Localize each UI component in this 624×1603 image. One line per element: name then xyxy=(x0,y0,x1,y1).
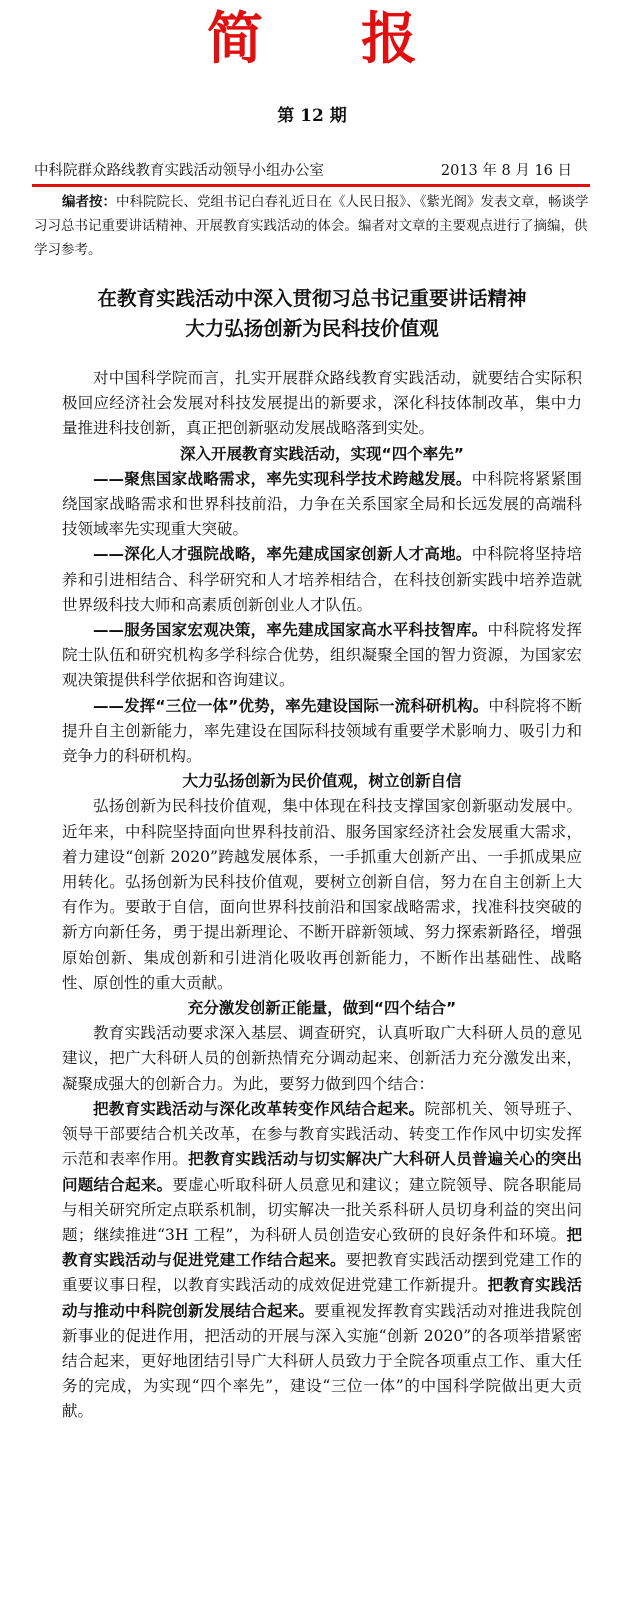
point-text: 要虚心听取科研人员意见和建议；建立院领导、院各职能局与相关研究所定点联系机制，切实解决一批关系科研人员切身利益的突出问题；继续推进“3H 工程”，为科研人员创造安心致研的良好条件和环境。 xyxy=(62,1175,582,1244)
headline-line-2: 大力弘扬创新为民科技价值观 xyxy=(185,317,439,340)
editor-note xyxy=(34,190,590,262)
item-lead: ——服务国家宏观决策，率先建成国家高水平科技智库。 xyxy=(93,621,488,640)
issue-date: 2013 年 8 月 16 日 xyxy=(440,163,572,179)
section2-paragraph: 弘扬创新为民科技价值观，集中体现在科技支撑国家创新驱动发展中。近年来，中科院坚持面向世界科技前沿、服务国家经济社会发展重大需求，着力建设“创新 2020”跨越发展体系，一手抓重大创新产出、一手抓成果应用转化。弘扬创新为民科技价值观，要树立创新自信，努力在自主创新上大有作为。要敢于自信，面向世界科技前沿和国家战略需求，找准科技突破的新方向新任务，勇于提出新理论、不断开辟新领域、努力探索新路径，增强原始创新、集成创新和引进消化吸收再创新能力，不断作出基础性、战略性、原创性的重大贡献。 xyxy=(62,797,582,992)
masthead-char-1: 简 xyxy=(207,7,263,72)
item-text: 中科院将坚持培养和引进相结合、科学研究和人才培养相结合，在科技创新实践中培养造就世界级科技大师和高素质创新创业人才队伍。 xyxy=(62,545,582,614)
red-divider xyxy=(32,184,590,187)
issue-number: 第 12 期 xyxy=(277,106,347,126)
intro-paragraph: 对中国科学院而言，扎实开展群众路线教育实践活动，就要结合实际积极回应经济社会发展对科技发展提出的新要求，深化科技体制改革，集中力量推进科技创新，真正把创新驱动发展战略落到实处。 xyxy=(62,369,582,438)
header-line xyxy=(34,160,590,182)
section3-points xyxy=(62,1097,582,1425)
headline-line-1: 在教育实践活动中深入贯彻习总书记重要讲话精神 xyxy=(97,287,527,310)
item-lead: ——发挥“三位一体”优势，率先建设国际一流科研机构。 xyxy=(93,696,489,715)
point-text: 要重视发挥教育实践活动对推进我院创新事业的促进作用，把活动的开展与深入实施“创新 2020”的各项举措紧密结合起来，更好地团结引导广大科研人员致力于全院各项重点工作、重大任务的完成，为实现“四个率先”，建设“三位一体”的中国科学院做出更大贡献。 xyxy=(62,1301,582,1421)
item-lead: ——深化人才强院战略，率先建成国家创新人才高地。 xyxy=(93,545,472,564)
section1-item-2 xyxy=(62,542,582,618)
point-lead: 把教育实践活动与推动中科院创新发展结合起来。 xyxy=(62,1276,582,1320)
editor-note-label: 编者按： xyxy=(62,194,116,210)
section1-item-3 xyxy=(62,618,582,694)
point-text: 要把教育实践活动摆到党建工作的重要议事日程，以教育实践活动的成效促进党建工作新提升。 xyxy=(62,1251,582,1295)
article-body xyxy=(62,366,582,1425)
item-lead: ——聚焦国家战略需求，率先实现科学技术跨越发展。 xyxy=(93,469,472,488)
point-lead: 把教育实践活动与深化改革转变作风结合起来。 xyxy=(93,1099,425,1118)
item-text: 中科院将不断提升自主创新能力，率先建设在国际科技领域有重要学术影响力、吸引力和竞争力的科研机构。 xyxy=(62,696,582,766)
article-headline xyxy=(0,284,624,344)
section-heading-3: 充分激发创新正能量，做到“四个结合” xyxy=(187,999,457,1018)
section-heading-2: 大力弘扬创新为民价值观，树立创新自信 xyxy=(182,772,462,791)
section3-intro: 教育实践活动要求深入基层、调查研究，认真听取广大科研人员的意见建议，把广大科研人员的创新热情充分调动起来、创新活力充分激发出来，凝聚成强大的创新合力。为此，要努力做到四个结合： xyxy=(62,1024,582,1093)
issuing-office: 中科院群众路线教育实践活动领导小组办公室 xyxy=(34,163,324,179)
item-text: 中科院将紧紧围绕国家战略需求和世界科技前沿，力争在关系国家全局和长远发展的高端科技领域率先实现重大突破。 xyxy=(62,469,582,539)
section-heading-1: 深入开展教育实践活动，实现“四个率先” xyxy=(180,444,464,463)
item-text: 中科院将发挥院士队伍和研究机构多学科综合优势，组织凝聚全国的智力资源，为国家宏观决策提供科学依据和咨询建议。 xyxy=(62,621,582,690)
masthead-title xyxy=(0,8,624,72)
point-lead: 把教育实践活动与促进党建工作结合起来。 xyxy=(62,1225,582,1270)
section1-item-4 xyxy=(62,694,582,770)
point-text: 院部机关、领导班子、领导干部要结合机关改革，在参与教育实践活动、转变工作作风中切实发挥示范和表率作用。 xyxy=(62,1099,582,1169)
editor-note-text: 中科院院长、党组书记白春礼近日在《人民日报》、《紫光阁》发表文章，畅谈学习习总书记重要讲话精神、开展教育实践活动的体会。编者对文章的主要观点进行了摘编，供学习参考。 xyxy=(34,194,589,258)
point-lead: 把教育实践活动与切实解决广大科研人员普遍关心的突出问题结合起来。 xyxy=(62,1150,582,1194)
masthead-char-2: 报 xyxy=(361,7,417,72)
section1-item-1 xyxy=(62,467,582,543)
